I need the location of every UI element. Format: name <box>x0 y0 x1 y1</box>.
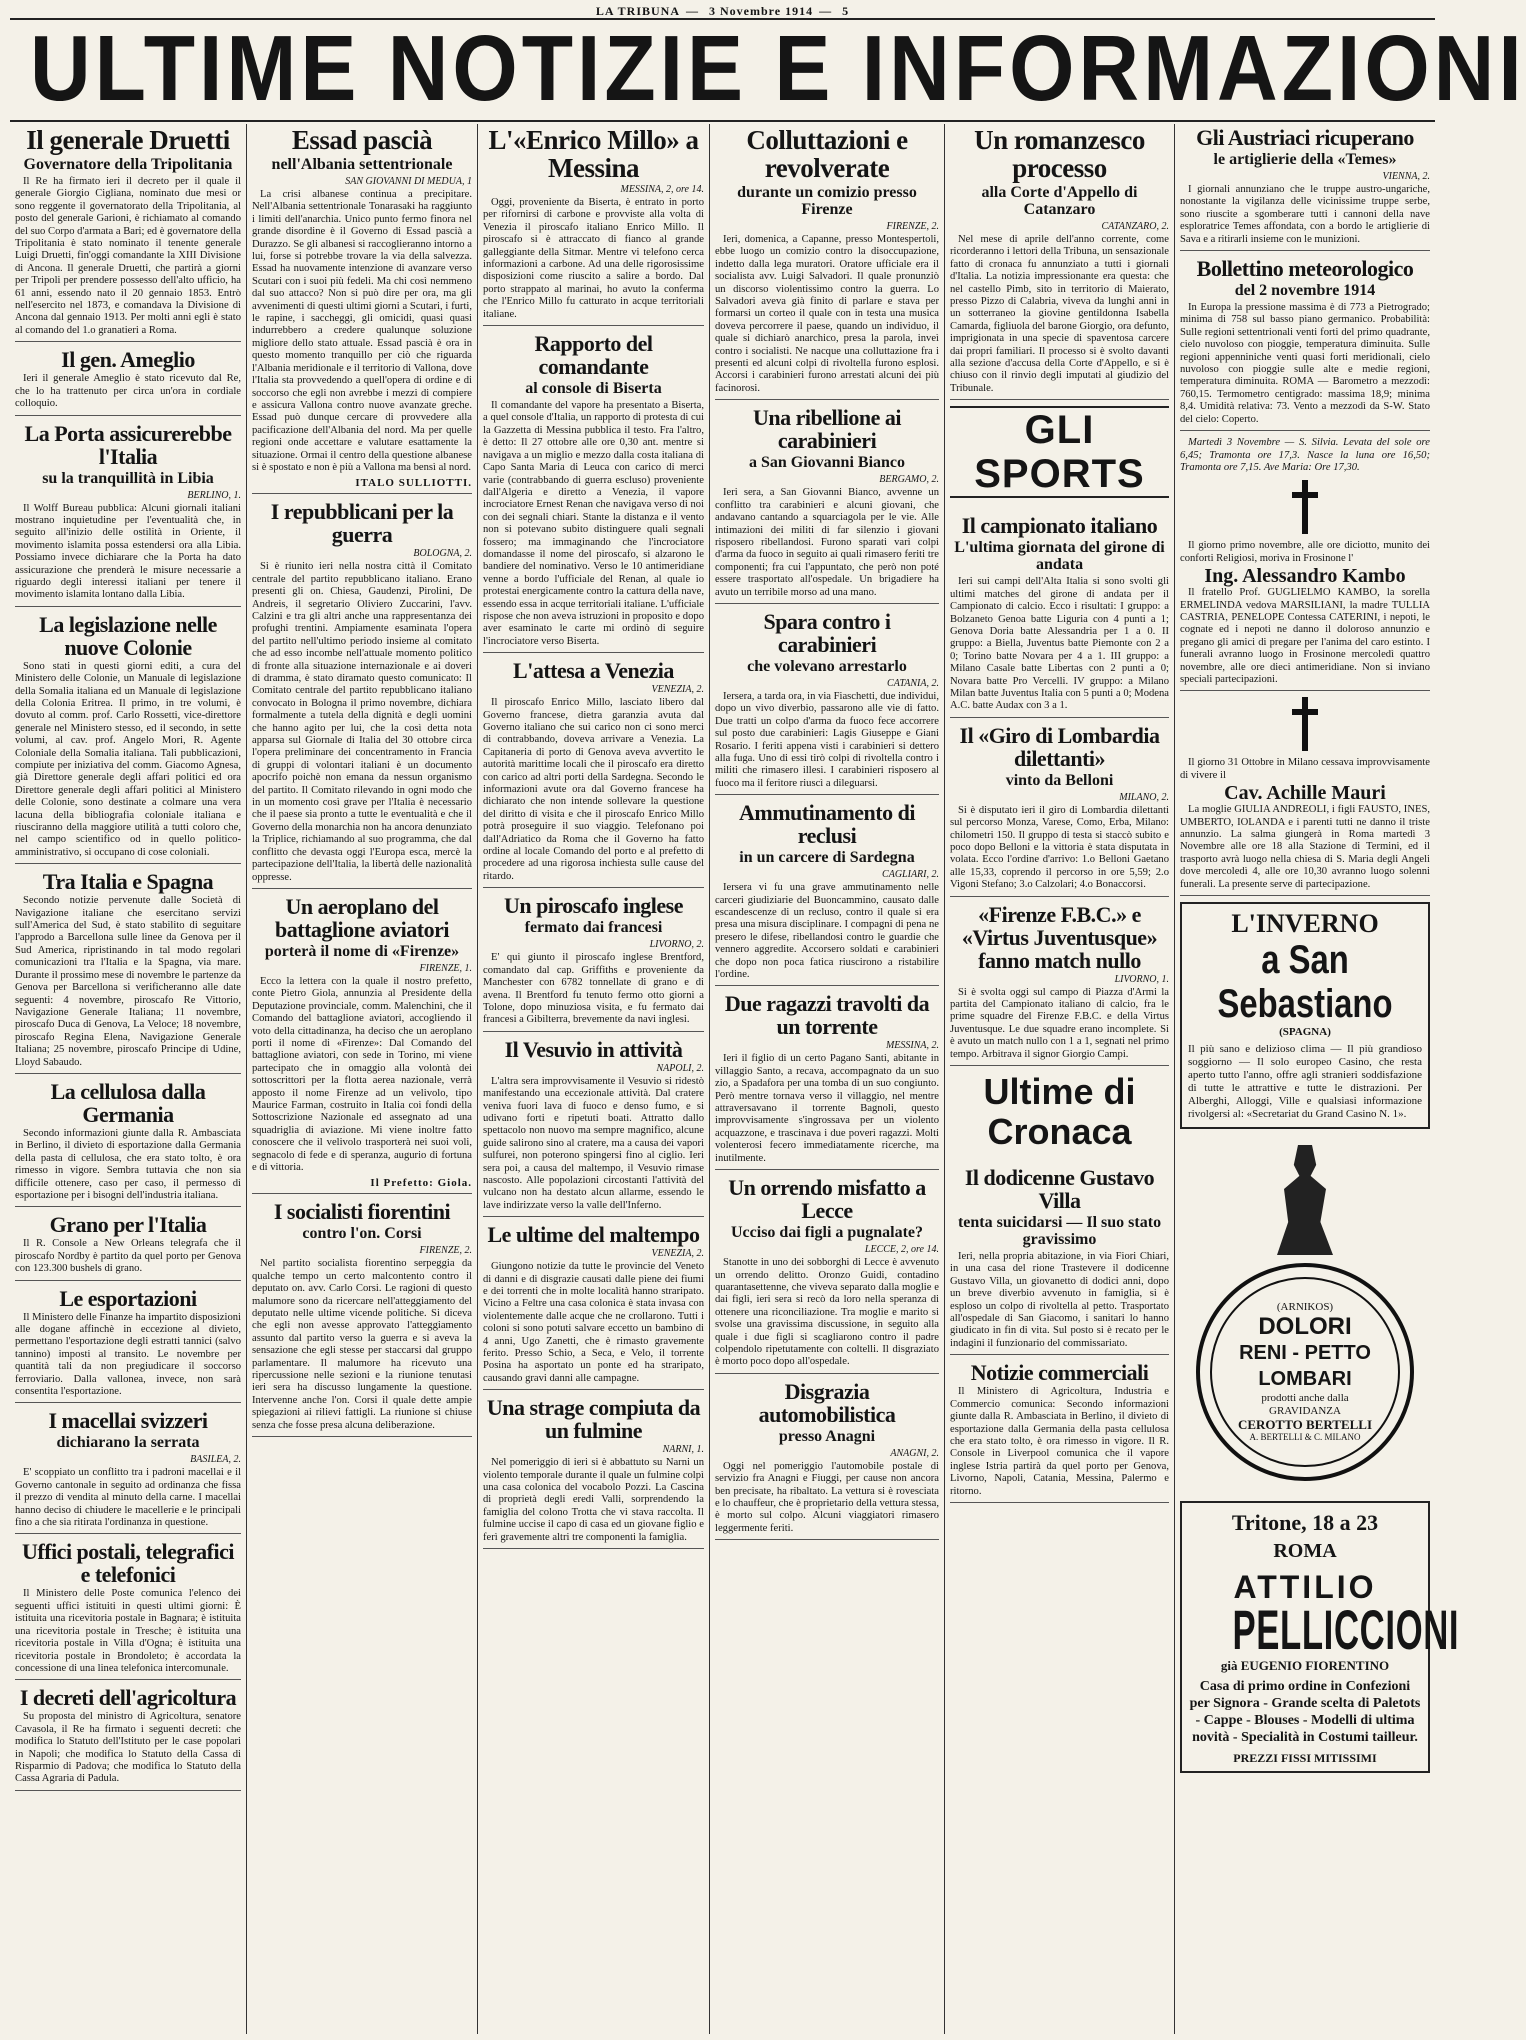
article-subtitle: su la tranquillità in Libia <box>42 469 214 487</box>
article <box>483 1396 704 1549</box>
article-title: Una ribellione ai carabinieri <box>753 405 901 454</box>
article <box>950 514 1169 717</box>
article-dateline: CAGLIARI, 2. <box>882 869 939 881</box>
article-title: Una strage compiuta da un fulmine <box>486 1395 701 1444</box>
article <box>483 1223 704 1390</box>
article <box>950 406 1169 508</box>
running-head-title: LA TRIBUNA <box>595 4 681 18</box>
article-body: Stanotte in uno dei sobborghi di Lecce è avvenuto un orrendo delitto. Oronzo Guidi, contadino quarantasettenne, che viveva separato dalla moglie e dai figli, ieri sera si recò da loro nella speranza di ottenere una riconciliazione. Tra moglie e marito si svolse una gravissima discussione, in seguito alla quale i due figli si scagliarono contro il padre colpendolo ripetutamente con coltelli. Il disgraziato è morto poco dopo all'ospedale. <box>715 1257 939 1368</box>
article-body: L'altra sera improvvisamente il Vesuvio si ridestò manifestando una eccezionale attività. Dal cratere veniva fuori lava di fuoco e denso fumo, e si udivano forti e ripetuti boati. Attratto dallo spettacolo non nuovo ma sempre magnifico, alcune guide salirono sino al cratere, ma a causa dei vapori sulfurei, non poterono spingersi fino al ciglio. Ieri sera poi, a causa del maltempo, il Vesuvio rimase nascosto. Alle popolazioni circostanti l'attività del vulcano non ha destato alcun allarme, essendo le lave indirizzate verso la valle dell'Inferno. <box>483 1075 704 1211</box>
running-head-page: 5 <box>842 4 850 18</box>
article-subtitle: al console di Biserta <box>525 380 662 398</box>
obituary-name: Ing. Alessandro Kambo <box>1204 565 1406 588</box>
article-dateline: FIRENZE, 2. <box>886 221 939 232</box>
article-body: Ieri il figlio di un certo Pagano Santi, abitante in villaggio Santo, a recava, accompagnato da un suo zio, a Spadafora per una tomba di un suo congiunto. Però mentre tornava verso il villaggio, nel mentre attraversavano il torrente Bagnoli, questo improvvisamente s'ingrossava per un violento acquazzone, e trascinava i due poveri ragazzi. Molti volenterosi fecero immediatamente ricerche, ma inutilmente. <box>715 1053 939 1164</box>
masthead-rule <box>10 120 1435 122</box>
woman-figure-icon <box>1270 1145 1340 1255</box>
obituary-name: Cav. Achille Mauri <box>1224 782 1386 805</box>
article-dateline: BERLINO, 1. <box>187 489 241 501</box>
article-dateline: LIVORNO, 2. <box>649 939 704 951</box>
article-dateline: MESSINA, 2, ore 14. <box>620 184 704 195</box>
ad-cerotto-bertelli <box>1180 1135 1430 1495</box>
article <box>483 1038 704 1217</box>
article-body: Ieri sera, a San Giovanni Bianco, avvenne un conflitto tra carabinieri e alcuni giovani, che andavano cantando a squarciagola per le vie. Alle intimazioni dei militi di far silenzio i giovani risposero ribellandosi. Furono sparati vari colpi d'arma da fuoco in seguito ai quali rimasero feriti tre componenti; fra cui l'appuntato, che però non poté essere trasportato all'ospedale. Un brigadiere ha avuto un terribile morso ad una mano. <box>715 487 939 598</box>
ad-headline: a San Sebastiano <box>1217 938 1393 1027</box>
article-subtitle: che volevano arrestarlo <box>747 657 907 675</box>
article-dateline: BOLOGNA, 2. <box>413 548 472 560</box>
seal-brand: CEROTTO BERTELLI <box>1237 1416 1373 1432</box>
column-5 <box>945 124 1175 2034</box>
article <box>715 610 939 795</box>
column-6 <box>1175 124 1460 2034</box>
article-subtitle: Ucciso dai figli a pugnalate? <box>730 1224 923 1242</box>
article-dateline: FIRENZE, 2. <box>419 1245 472 1257</box>
article-dateline: SAN GIOVANNI DI MEDUA, 1 <box>345 176 472 187</box>
article-subtitle: tenta suicidarsi — Il suo stato gravissimo <box>957 1214 1162 1249</box>
seal-line: LOMBARI <box>1258 1367 1352 1390</box>
article-dateline: MESSINA, 2. <box>885 1040 939 1052</box>
article-title: Il campionato italiano <box>961 513 1158 539</box>
seal-line: DOLORI <box>1258 1312 1352 1340</box>
article-body: Il Re ha firmato ieri il decreto per il quale il generale Giorgio Cigliana, nominato due mesi or sono reggente il governatorato della Tripolitania, al posto del generale Garioni, è richiamato al comando del suo Corpo d'armata a Bari; ed è governatore della Tripolitania è stato nominato il tenente generale Luigi Druetti, fin'oggi comandante la XIII Divisione di Ancona. Il generale Druetti, che partirà a giorni per Tripoli per prendere possesso dell'alto ufficio, ha 61 anni, essendo nato il 20 gennaio 1853. Entrò nell'esercito nel 1873, e comandava la Divisione di Ancona dal gennaio 1913. Per molti anni egli è stato al comando del 1.o granatieri a Roma. <box>15 176 241 336</box>
article <box>483 332 704 653</box>
article-subtitle: contro l'on. Corsi <box>302 1225 422 1243</box>
ad-line: (SPAGNA) <box>1279 1026 1331 1039</box>
article-title: Un aeroplano del battaglione aviatori <box>275 893 449 942</box>
article-subtitle: Governatore della Tripolitania <box>23 156 233 173</box>
article-dateline: NAPOLI, 2. <box>656 1062 704 1074</box>
seal-ring <box>1210 1277 1400 1467</box>
seal-maker: A. BERTELLI & C. MILANO <box>1249 1431 1361 1442</box>
article-title: Le esportazioni <box>59 1285 197 1311</box>
running-head: LA TRIBUNA — 3 Novembre 1914 — 5 <box>595 4 850 18</box>
article-subtitle: in un carcere di Sardegna <box>739 849 915 867</box>
masthead: ULTIME NOTIZIE E INFORMAZIONI <box>30 16 1526 120</box>
article-body: Sono stati in questi giorni editi, a cura del Ministero delle Colonie, un Manuale di legislazione della Somalia italiana ed un Manuale di legislazione della Colonia Eritrea. Il primo, in tre volumi, è dovuto al comm. prof. Carlo Rossetti, vice-direttore generale nel Ministero stesso, ed il secondo, in sette volumi, al cav. prof. Angelo Mori, R. Agente Coloniale della Somalia italiana. Tali pubblicazioni, compiute per iniziativa del comm. Giacomo Agnesa, già Direttore generale degli affari politici ed ora Direttore generale degli affari politici al Ministero delle Colonie, sono destinate a colmare una vera lacuna della bibliografia coloniale italiana e riusciranno della maggiore utilità a tutti coloro che, nel campo scientifico od in quello politico-amministrativo, si occupano di cose coloniali. <box>15 660 241 858</box>
article-title: Rapporto del comandante <box>534 331 653 380</box>
article-body: Oggi nel pomeriggio l'automobile postale di servizio fra Anagni e Fiuggi, per cause non ancora ben precisate, ha ribaltato. La vettura si è rovesciata e lo chauffeur, che è proprietario della vettura stessa, è morto sul colpo. Alcuni viaggiatori rimasero leggermente feriti. <box>715 1460 939 1534</box>
obituary-intro: Il giorno 31 Ottobre in Milano cessava improvvisamente di vivere il <box>1180 757 1430 781</box>
cross-icon <box>1292 697 1318 751</box>
obituary-mauri <box>1180 757 1430 896</box>
article-title: L'«Enrico Millo» a Messina <box>488 125 699 183</box>
ad-line: ATTILIO <box>1233 1569 1377 1606</box>
article-title: Uffici postali, telegrafici e telefonici <box>22 1539 234 1588</box>
article-body: Si è svolta oggi sul campo di Piazza d'Armi la partita del Campionato italiano di calcio, fra le prime squadre del Firenze F.B.C. e della Virtus Juventusque. Le due squadre erano incomplete. Si è avuto un match nullo con 1 a 1, segnati nel primo tempo. Arbitrava il signor Giorgio Campi. <box>950 986 1169 1060</box>
column-1 <box>10 124 247 2034</box>
article <box>715 406 939 604</box>
article-dateline: FIRENZE, 1. <box>419 962 472 974</box>
article-dateline: BASILEA, 2. <box>190 1454 241 1466</box>
column-2 <box>247 124 478 2034</box>
article-title: La Porta assicurerebbe l'Italia <box>24 420 232 469</box>
article-subtitle: fermato dai francesi <box>524 919 663 937</box>
article <box>15 870 241 1074</box>
article <box>15 613 241 865</box>
article-title: Il gen. Ameglio <box>61 347 195 373</box>
article-body: Secondo notizie pervenute dalle Società di Navigazione italiane che esercitano servizi sull'America del Sud, è stato stabilito di seguitare l'approdo a Barcellona sulle linee da Genova per il Sud America, ripristinando in tal modo regolari comunicazioni tra l'Italia e la Spagna, via mare. Durante il prossimo mese di novembre le partenze da Genova per Barcellona si verificheranno alle date seguenti: 4 novembre, piroscafo Re Vittorio, Navigazione Generale Italiana; 11 novembre, piroscafo Duca di Genova, La Veloce; 18 novembre, piroscafo Regina Elena, Navigazione Generale Italiana; 25 novembre, piroscafo Principe di Udine, Lloyd Sabaudo. <box>15 895 241 1068</box>
article-title: La cellulosa dalla Germania <box>50 1078 206 1127</box>
article-subtitle: porterà il nome di «Firenze» <box>264 942 460 960</box>
article-body: Ieri il generale Ameglio è stato ricevuto dal Re, che lo ha trattenuto per circa un'ora in cordiale colloquio. <box>15 373 241 410</box>
article-title: Tra Italia e Spagna <box>42 869 214 895</box>
article-title: Spara contro i carabinieri <box>763 608 891 657</box>
article-dateline: VENEZIA, 2. <box>651 1248 704 1260</box>
article <box>715 1380 939 1540</box>
ad-body: Il più sano e delizioso clima — Il più grandioso soggiorno — Il solo europeo Casino, che resta aperto tutto l'anno, offre agli stranieri soddisfazione di tutte le attrattive e tutte le distrazioni. Per Alberghi, Alloggi, Ville e qualsiasi informazione rivolgersi al: «Secretariat du Grand Casino N. 1». <box>1188 1043 1422 1121</box>
article-title: Grano per l'Italia <box>49 1212 207 1238</box>
article <box>950 1361 1169 1503</box>
article-title: Ammutinamento di reclusi <box>739 800 915 849</box>
obituary-kambo <box>1180 540 1430 691</box>
article-subtitle: durante un comizio presso Firenze <box>737 184 917 218</box>
article <box>15 1287 241 1404</box>
article-title: Notizie commerciali <box>970 1360 1149 1386</box>
article-body: Secondo informazioni giunte dalla R. Ambasciata in Berlino, il divieto di esportazione dalla Germania della pasta di cellulosa, che era stato tolto, è ora rimesso in vigore. Sembra tuttavia che non sia difficile ottenere, caso per caso, il permesso di esportazione per i bisogni dell'industria italiana. <box>15 1127 241 1201</box>
section-title: Ultime di Cronaca <box>983 1071 1136 1153</box>
article-meteo <box>1180 257 1430 431</box>
article-title: «Firenze F.B.C.» e «Virtus Juventusque» fanno match nullo <box>961 901 1158 973</box>
article <box>15 422 241 607</box>
article-body: Ieri sui campi dell'Alta Italia si sono svolti gli ultimi matches del girone di andata per il Campionato di calcio. Ecco i risultati: I gruppo: a Bolzaneto Genoa batte Liguria con 4 punti a 1; Genova Doria batte Alessandria per 1 a 0. II gruppo: a Biella, Juventus batte Piemonte con 2 a 0; Torino batte Novara per 4 a 1. III gruppo: a Milano Casale batte Libertas con 2 punti a 0; Novara batte Pro Vercelli. IV gruppo: a Milano Milan batte Juventus Italia con 5 punti a 0; Modena A.C. batte Audax con 3 a 1. <box>950 576 1169 712</box>
article-title: Bollettino meteorologico <box>1196 256 1414 282</box>
article-title: I socialisti fiorentini <box>273 1199 451 1225</box>
article-austriaci <box>1180 126 1430 251</box>
article-body: Il Ministero di Agricoltura, Industria e Commercio comunica: Secondo informazioni giunte dalla R. Ambasciata in Berlino, il divieto di esportazione dalla Germania della pasta cellulosa che era stato tolto, è ora rimesso in vigore. Il R. Console in Liverpool comunica che il vapore inglese Istria partirà da quel porto per Genova, Livorno, Napoli, Catania, Messina, Palermo e ritorno. <box>950 1386 1169 1497</box>
article <box>483 126 704 326</box>
article <box>715 1176 939 1374</box>
ad-line: L'INVERNO <box>1231 909 1379 939</box>
column-3 <box>478 124 710 2034</box>
article-body: Iersera, a tarda ora, in via Fiaschetti, due individui, dopo un vivo diverbio, passarono alle vie di fatto. Due tratti un colpo d'arma da fuoco fece accorrere sul posto due carabinieri: Lagis Giuseppe e Giani Rosario. I feriti appena visti i carabinieri si dettero alla fuga. Uno di essi tirò colpi di rivoltella contro i militi che rimasero illesi. I carabinieri risposero al fuoco ma il feritore riuscì a dileguarsi. <box>715 690 939 789</box>
article-title: Un piroscafo inglese <box>503 893 684 919</box>
article-subtitle: del 2 novembre 1914 <box>1234 282 1376 300</box>
article-subtitle: alla Corte d'Appello di Catanzaro <box>981 184 1138 218</box>
article-title: Le ultime del maltempo <box>487 1222 700 1248</box>
article-body: Il Ministero delle Poste comunica l'elenco dei seguenti uffici istituiti in questi ultimi giorni: È istituita una ricevitoria postale in Bagnara; è istituita una ricevitoria postale in Tresche; è istituita una ricevitoria postale in Villa d'Ogna; è istituita una ricevitoria postale in Brondoleto; è accordata la concessione di una linea telefonica intercomunale. <box>15 1588 241 1674</box>
calendar: Martedì 3 Novembre — S. Silvia. Levata del sole ore 6,45; Tramonta ore 17,3. Nasce la luna ore 16,50; Tramonta ore 7,15. Ave Maria: Ore 17,30. <box>1180 437 1430 473</box>
article-dateline: LIVORNO, 1. <box>1114 973 1169 985</box>
article <box>15 1409 241 1534</box>
article-body: La crisi albanese continua a precipitare. Nell'Albania settentrionale Tonarasaki ha raggiunto i limiti dell'anarchia. Unico punto fermo finora nel grande disordine è il Governo di Essad pascià a Durazzo. Se gli albanesi si raccoglieranno intorno a lui, forse si potrebbe trovare la via della salvezza. Essad ha nuovamente intenzione di avanzare verso Scutari con i suoi più fedeli. Ma chi così nemmeno dal suo attacco? Non si può dire per ora, ma gli avvenimenti di questi ultimi giorni a Scutari, i furti, le rapine, i saccheggi, gli omicidi, quasi quasi indurrebbero a credere qualunque soluzione migliore dello stato attuale. Essad pascià è ora in questo momento tranquillo per ciò che riguarda l'Albania meridionale e il territorio di Vallona, dove l'Italia sta provvedendo a quell'opera di ordine e di soccorso che egli non avrebbe i mezzi di compiere e assicura Vallona contro nuove avanzate greche. Essad può dunque cercare di provvedere alla pacificazione dell'Albania del nord. Ma per quelle regioni onde accettare e valutare esattamente la situazione. Ormai il centro della questione albanese si è spostato e non è più a Vallona ma bensì al nord. <box>252 189 472 473</box>
ad-headline: PELLICCIONI <box>1232 1598 1460 1662</box>
article-dateline: CATANZARO, 2. <box>1101 221 1169 232</box>
article-subtitle: dichiarano la serrata <box>56 1434 200 1452</box>
ad-line: Tritone, 18 a 23 <box>1231 1510 1379 1536</box>
article <box>950 1166 1169 1355</box>
article-title: Il Vesuvio in attività <box>504 1036 683 1062</box>
article-body: Nel pomeriggio di ieri si è abbattuto su Narni un violento temporale durante il quale un fulmine colpì una casa colonica del vocabolo Pozzi. La Cascina di proprietà degli eredi Valli, sorprendendo la famiglia del colono Trotta che vi stava raccolta. Il fulmine uccise il capo di casa ed un giovane figlio e ferì gravemente altri tre componenti la famiglia. <box>483 1457 704 1543</box>
ad-body: Casa di primo ordine in Confezioni per Signora - Grande scelta di Paletots - Cappe - Blouses - Modelli di ultima novità - Specialità in Costumi tailleur. <box>1189 1679 1421 1746</box>
article-subtitle: nell'Albania settentrionale <box>271 156 453 173</box>
article-dateline: ANAGNI, 2. <box>890 1447 939 1459</box>
ad-san-sebastiano <box>1180 902 1430 1129</box>
article <box>15 1213 241 1280</box>
article-body: Il Wolff Bureau pubblica: Alcuni giornali italiani mostrano inquietudine per l'eventualità che, in seguito all'inizio delle ostilità in Oriente, il movimento islamita possa estendersi ora alla Libia. Possiamo invece dichiarare che la Porta ha dato assicurazione che prenderà le misure necessarie a riguardo degli interessi italiani per tenere il movimento islamita lontano dalla Libia. <box>15 502 241 601</box>
article <box>950 903 1169 1066</box>
obituary-intro: Il giorno primo novembre, alle ore diciotto, munito dei conforti Religiosi, moriva in Frosinone l' <box>1180 540 1430 564</box>
article-title: I macellai svizzeri <box>48 1408 208 1434</box>
seal-line: prodotti anche dalla GRAVIDANZA <box>1261 1391 1349 1417</box>
article <box>252 126 472 494</box>
ad-line: già EUGENIO FIORENTINO <box>1220 1658 1390 1674</box>
article-title: I repubblicani per la guerra <box>270 499 454 548</box>
article-title: Gli Austriaci ricuperano <box>1196 125 1414 150</box>
article-title: Disgrazia automobilistica <box>758 1378 896 1427</box>
ad-footer: PREZZI FISSI MITISSIMI <box>1233 1751 1377 1766</box>
article <box>950 126 1169 400</box>
article-body: Ieri, domenica, a Capanne, presso Montespertoli, ebbe luogo un comizio contro la disoccupazione, indetto dalla lega muratori. Oratore ufficiale era il socialista avv. Luigi Salvadori. Il quale pronunziò un discorso violentissimo contro la guerra. Lo Salvadori aveva già finito di parlare e stava per formarsi un corteo il quale con in testa una musica doveva percorrere il paese, quando un individuo, il quale si dichiarò anarchico, presa la parola, inveì contro i socialisti. Ne nacque una colluttazione fra i presenti ed alcuni colpi di rivoltella furono esplosi. Accorsi i carabinieri furono arrestati alcuni dei più facinorosi. <box>715 234 939 394</box>
section-title: GLI SPORTS <box>950 406 1169 498</box>
article-body: Nel partito socialista fiorentino serpeggia da qualche tempo un certo malcontento contro il deputato on. avv. Carlo Corsi. Le ragioni di questo malumore sono da ricercare nell'atteggiamento del deputato nelle ultime vicende politiche. Si diceva che egli non avesse approvato l'atteggiamento assunto dal partito verso la guerra e si aveva la sensazione che egli stesse per staccarsi dal gruppo parlamentare. Il malumore ha ricevuto una ripercussione nelle sezioni e la riunione tenutasi ieri sera ha discusso lungamente la questione. Intervenne anche l'on. Corsi il quale dette ampie spiegazioni ai rilievi fattigli. La riunione si chiuse senza che fosse presa alcuna deliberazione. <box>252 1258 472 1431</box>
article-title: Il dodicenne Gustavo Villa <box>964 1165 1155 1214</box>
article <box>15 1686 241 1790</box>
article-body: Il comandante del vapore ha presentato a Biserta, a quel console d'Italia, un rapporto di protesta di cui la Gazzetta di Messina pubblica il testo. Fra l'altro, è detto: Il 27 ottobre alle ore 0,30 ant. mentre si navigava a un miglio e mezzo dalla costa italiana di Capo Santa Maria di Leuca con carico di merci varie (contrabbando di guerra escluso) proveniente dall'Algeria e diretto a Venezia, il vapore incrociatore Ernest Renan che navigava verso di noi con dei segnali chiari. Stante la distanza e il vento non si potevano subito distinguere quali segnali fossero; ma immaginando che l'incrociatore domandasse il nome del piroscafo, si alzarono le bandiere del nominativo. Verso le 10 antimeridiane venne a bordo l'ufficiale del Renan, al quale io protestai energicamente contro la cattura della nave, essendo essa in acque territoriali italiane. L'ufficiale rispose che non aveva istruzioni in proposito e dopo aver esaminato le carte mi ordinò di seguire l'incrociatore verso Biserta. <box>483 400 704 647</box>
article-body: I giornali annunziano che le truppe austro-ungariche, nonostante la vigilanza delle vicinissime truppe serbe, sono riuscite a sgomberare tutti i cannoni della nave esploratrice Temes affondata, con a bordo le artiglierie di Sava e a ritirarli insieme con le munizioni. <box>1180 184 1430 245</box>
article-dateline: BERGAMO, 2. <box>879 474 939 486</box>
cross-icon <box>1292 480 1318 534</box>
article <box>15 1080 241 1207</box>
article-dateline: CATANIA, 2. <box>887 677 939 689</box>
obituary-body: Il fratello Prof. GUGLIELMO KAMBO, la sorella ERMELINDA vedova MARSILIANI, la madre TULLIA CASTRIA, PENELOPE Contessa CATERINI, i nepoti, le cognate ed i nepoti ne danno il doloroso annunzio e pregano gli amici di pregare per l'anima del caro estinto. I funerali avranno luogo in Frosinone mercoledì quattro novembre, alle ore dieci antimeridiane. Non si inviano speciali partecipazioni. <box>1180 587 1430 685</box>
article <box>15 126 241 342</box>
columns <box>10 124 1460 2034</box>
article-title: Un orrendo misfatto a Lecce <box>728 1175 926 1224</box>
article-body: Giungono notizie da tutte le provincie del Veneto di danni e di disgrazie causati dalle piene dei fiumi e dei torrenti che in molte località hanno straripato. Vicino a Feltre una casa colonica è stata invasa con violentemente dalle acque che ne crollarono. Tutti i coloni si sono potuti salvare eccetto un bambino di 4 anni, Ugo Zanetti, che è rimasto gravemente ferito. Presso Schio, a Seca, e Velo, il torrente Posina ha asportato un ponte ed ha straripato, causando gravi danni alle campagne. <box>483 1261 704 1384</box>
article <box>715 992 939 1170</box>
article-dateline: VENEZIA, 2. <box>651 684 704 696</box>
article-body: In Europa la pressione massima è di 773 a Pietrogrado; minima di 758 sul basso piano germanico. Probabilità: Sulle regioni settentrionali venti forti del primo quadrante, cielo nuvoloso con pioggie, temperatura diminuita. Sulle regioni appenniniche venti quasi forti meridionali, cielo nuvoloso con pioggie sulle alte e medie regioni, temperatura diminuita. ROMA — Barometro a mezzodì: 760,15. Termometro centigrado: massima 18,9; minima 8,4. Umidità relativa: 73. Vento a mezzodì da S-W. Stato del cielo: Coperto. <box>1180 302 1430 425</box>
article-body: Il Ministero delle Finanze ha impartito disposizioni alle dogane affinchè in eccezione al divieto, permettano l'esportazione degli estratti tannici (salvo tannino) imposti al transito. Le novembre per quantità tali da non pregiudicare il soccorso ferroviario. Dalla vallonea, invece, non sarà consentita l'esportazione. <box>15 1311 241 1398</box>
article-body: Si è riunito ieri nella nostra città il Comitato centrale del partito repubblicano italiano. Erano presenti gli on. Chiesa, Gaudenzi, Pirolini, De Andreis, il segretario Oliviero Zuccarini, l'avv. Calzini e tra gli altri anche una rappresentanza dei profughi trentini. Ampiamente esaminata l'opera del partito nell'ultimo periodo insieme al comitato che ad esso incombe nell'attuale momento politico di fronte alla situazione internazionale e ai doveri di dramma, è stato diramato questo comunicato: Il Comitato centrale del partito repubblicano italiano convocato in Bologna il primo novembre, dichiara formalmente a tutela della dignità e degli uomini che hanno agito per lui, che la così detta nota apparsa sul Giornale di Italia del 30 ottobre circa l'opera preliminare dei concentramento in Francia di gruppi di volontari italiani è un documento apocrifo poichè non emana da nessun organismo del partito. Il Comitato rilevando in ogni modo che in un momento così grave per l'Italia è necessario che il paese sia pronto a tutte le eventualità e che il Governo della monarchia non ha ancora denunziato la Triplice, richiamando al suo programma, che dal conflitto che devasta oggi l'Europa esca, mercè la partecipazione dell'Italia, la libertà delle nazionalità oppresse. <box>252 561 472 883</box>
article-body: E' scoppiato un conflitto tra i padroni macellai e il Governo cantonale in seguito ad ordinanza che fissa il prezzo di vendita al minuto della carne. I macellai hanno deciso di chiudere le macellerie e le principali fino a che sia ritirata l'ordinanza in questione. <box>15 1467 241 1529</box>
article-title: Un romanzesco processo <box>974 125 1145 183</box>
article-dateline: NARNI, 1. <box>662 1444 704 1456</box>
article <box>252 500 472 889</box>
running-head-date: 3 Novembre 1914 <box>709 4 814 18</box>
cerotto-seal <box>1196 1263 1414 1481</box>
article-signature: Il Prefetto: Giola. <box>370 1177 472 1190</box>
article-subtitle: a San Giovanni Bianco <box>748 454 906 472</box>
column-4 <box>710 124 945 2034</box>
article-subtitle: le artiglierie della «Temes» <box>1213 151 1397 168</box>
article-body: Ieri, nella propria abitazione, in via Fiori Chiari, in una casa del rione Trastevere il dodicenne Gustavo Villa, un giovanetto di dodici anni, dopo un breve diverbio avvenuto in famiglia, si è esploso un colpo di rivoltella al petto. Trasportato all'ospedale di San Giacomo, i sanitari lo hanno giudicato in fin di vita. Sul posto si è recato per le indagini il funzionario del commissariato. <box>950 1251 1169 1349</box>
article <box>715 126 939 400</box>
article <box>15 348 241 415</box>
article-signature: ITALO SULLIOTTI. <box>355 477 472 490</box>
article-title: I decreti dell'agricoltura <box>19 1685 237 1711</box>
article <box>483 659 704 888</box>
article-title: L'attesa a Venezia <box>513 658 674 684</box>
article-dateline: LECCE, 2, ore 14. <box>864 1244 939 1256</box>
article <box>252 1200 472 1437</box>
article <box>483 894 704 1031</box>
article-body: Nel mese di aprile dell'anno corrente, come ricorderanno i lettori della Tribuna, un sensazionale fatto di cronaca fu annunziato a tutti i giornali d'Italia. La notizia impressionante era questa: che nel castello Pimb, sito in territorio di Maierato, presso Pizzo di Calabria, viveva da lunghi anni in un sotterraneo la giovine gentildonna Isabella Camarda, figliuola del barone Giorgio, ora defunto, imprigionata in una specie di spaventosa carcere dai propri familiari. Il processo si è svolto davanti alla sezione d'accusa della Corte d'Appello, e si è chiuso con il rinvio degli imputati al giudizio del Tribunale. <box>950 234 1169 394</box>
article-subtitle: presso Anagni <box>778 1427 876 1445</box>
article <box>715 801 939 986</box>
article-dateline: MILANO, 2. <box>1119 791 1169 803</box>
article-subtitle: vinto da Belloni <box>1005 771 1114 789</box>
article-title: Il «Giro di Lombardia dilettanti» <box>959 722 1160 771</box>
ad-pelliccioni <box>1180 1501 1460 1773</box>
seal-top: (ARNIKOS) <box>1276 1300 1334 1313</box>
ad-line: ROMA <box>1273 1540 1337 1563</box>
article <box>950 1072 1169 1160</box>
article-dateline: VIENNA, 2. <box>1382 171 1430 182</box>
article-title: Due ragazzi travolti da un torrente <box>724 991 930 1040</box>
article-body: Su proposta del ministro di Agricoltura, senatore Cavasola, il Re ha firmato i seguenti decreti: che modifica lo Statuto dell'Istituto per le case popolari in Napoli; che modifica lo Statuto della Cassa di Risparmio di Padova; che modifica lo Statuto della Cassa Agraria di Padula. <box>15 1711 241 1785</box>
article-body: Iersera vi fu una grave ammutinamento nelle carceri giudiziarie del Buoncammino, causato dalle escandescenze di un recluso, contro il quale si era presa una misura disciplinare. I compagni di pena ne presero le difese, ribellandosi contro le guardie che vennero aggredite. Accorsero soldati e carabinieri che dopo non poca fatica riuscirono a ristabilire l'ordine. <box>715 882 939 981</box>
article-body: Il piroscafo Enrico Millo, lasciato libero dal Governo francese, dietra garanzia avuta dal Governo italiano che sui carico non ci sono merci di contrabbando, doveva arrivare a Venezia. La Capitaneria di porto di Genova aveva avvertito le autorità marittime locali che il piroscafo era diretto con carico ad altri porti della Sardegna. Secondo le informazioni avute ora dal Governo francese ha dichiarato che non intende sollevare la questione del diritto di visita e che il piroscafo Enrico Millo potrà proseguire il suo viaggio. Telefonano poi dall'Adriatico da Roma che il Governo ha fatto ordine al locale Comando del porto e al prefetto di procedere ad una rigorosa inchiesta sulle cause del ritardo. <box>483 697 704 882</box>
article <box>252 895 472 1195</box>
article-title: Essad pascià <box>291 125 433 155</box>
article-title: La legislazione nelle nuove Colonie <box>39 611 217 660</box>
article-body: Il R. Console a New Orleans telegrafa che il piroscafo Nordby è partito da quel porto per Genova con 123.300 bushels di grano. <box>15 1238 241 1275</box>
obituary-body: La moglie GIULIA ANDREOLI, i figli FAUSTO, INES, UMBERTO, IOLANDA e i parenti tutti ne danno il triste annunzio. La salma giungerà in Roma martedì 3 Novembre alle ore 18 alla Stazione di Termini, ed il trasporto avrà luogo nella chiesa di S. Maria degli Angeli dove mercoledì 4, alle ore 10,30 avranno luogo solenni funerali. La presente serve di partecipazione. <box>1180 804 1430 890</box>
article-title: Il generale Druetti <box>26 125 230 155</box>
article <box>15 1540 241 1680</box>
article-body: Oggi, proveniente da Biserta, è entrato in porto per rifornirsi di carbone e provviste alla volta di Venezia il piroscafo italiano Enrico Millo. Il piroscafo si è attraccato di fianco al grande galleggiante della Sitmar. Mentre vi telefono cerca informazioni a carbone. Ad una delle rigorosissime disposizioni come riuscito a salire a bordo. Dal porto strappato al marinai, ho avuto la conferma che l'Enrico Millo fu catturato in acque territoriali italiane. <box>483 197 704 320</box>
article-title: Colluttazioni e revolverate <box>746 125 908 183</box>
article-subtitle: L'ultima giornata del girone di andata <box>954 539 1165 574</box>
article-body: E' qui giunto il piroscafo inglese Brentford, comandato dal cap. Griffiths e proveniente da Manchester con 6782 tonnellate di grano e di avena. Il Brentford fu tenuto fermo otto giorni a Tolone, dopo minuziosa visita, e fu fermato dai francesi a Gibilterra, brevemente da navi inglesi. <box>483 952 704 1026</box>
article-body: Ecco la lettera con la quale il nostro prefetto, conte Pietro Giola, annunzia al Presidente della Deputazione provinciale, comm. Malenchini, che il Comando del battaglione aviatori, accogliendo il voto della cittadinanza, ha deciso che un aeroplano porti il nome di «Firenze»: Dal Comando del battaglione aviatori, con sede in Torino, mi viene partecipato che in omaggio alla volontà dei sottoscrittori per la flotta aerea nazionale, verrà apposto il nome Firenze ad un velivolo, tipo Maurice Farman, costruito in Italia coi fondi della Sottoscrizione Nazionale ed assegnato ad una squadriglia di aviazione. Mi viene inoltre fatto conoscere che il velivolo trasporterà nei suoi voli, segnacolo di fede e di speranza, augurio di fortuna e di vittoria. <box>252 975 472 1173</box>
seal-line: RENI - PETTO <box>1239 1341 1371 1364</box>
article-body: Si è disputato ieri il giro di Lombardia dilettanti sul percorso Monza, Varese, Como, Erba, Milano: chilometri 150. Il gruppo di testa si staccò subito e poco dopo Belloni e la vittoria è stata disputata in volata. Ecco l'ordine d'arrivo: 1.o Belloni Gaetano alle 15,33, coprendo il percorso in ore 5,59; 2.o Vigoni Stefano; 3.o Calzolari; 4.o Bonaccorsi. <box>950 804 1169 891</box>
article <box>950 724 1169 897</box>
